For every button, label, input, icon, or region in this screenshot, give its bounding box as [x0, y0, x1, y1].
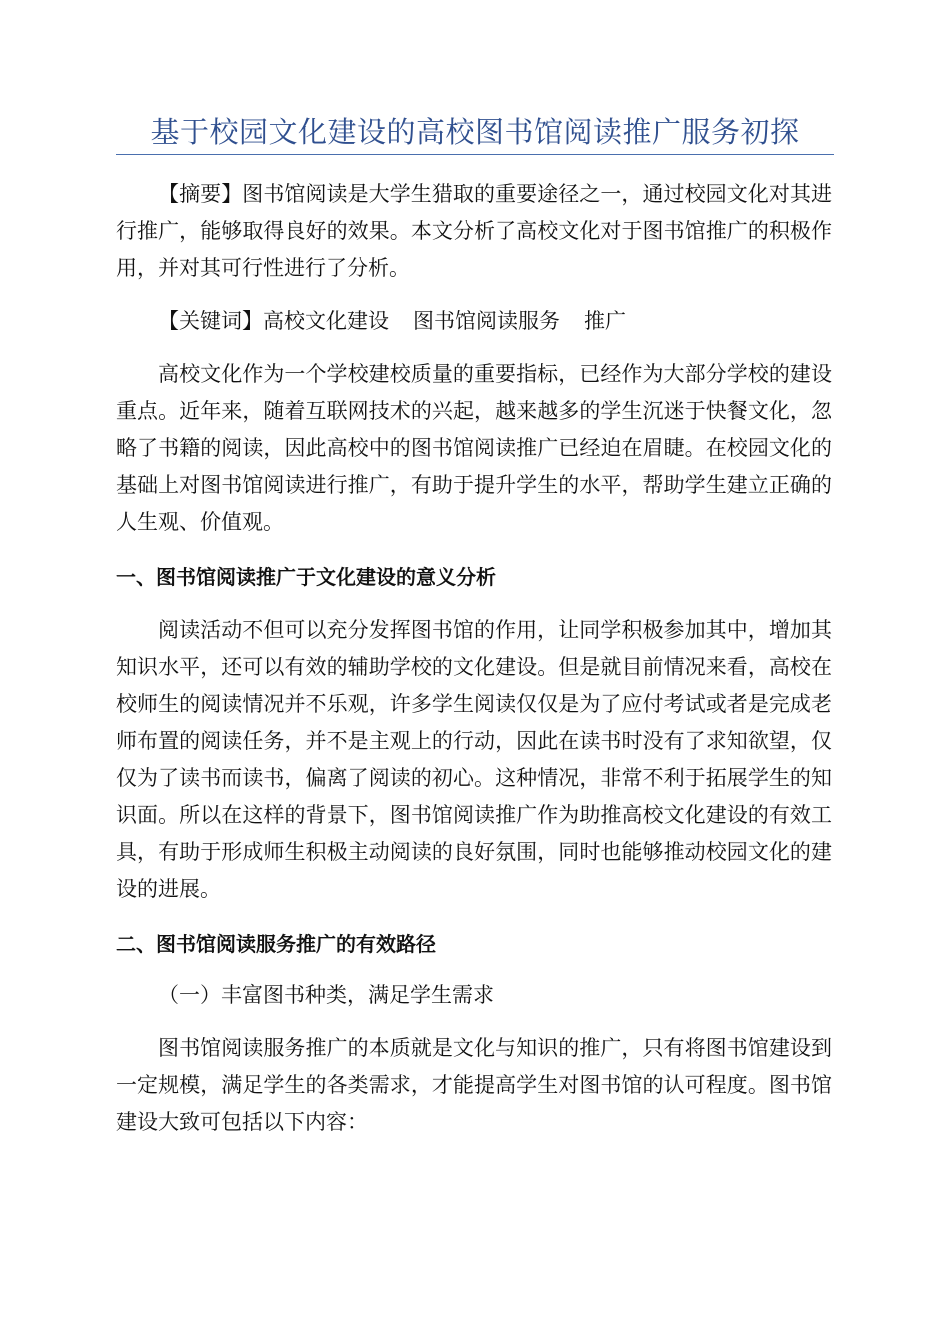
keywords-label: 【关键词】 — [158, 309, 263, 333]
section-paragraph: 阅读活动不但可以充分发挥图书馆的作用，让同学积极参加其中，增加其知识水平，还可以有效的辅助学校的文化建设。但是就目前情况来看，高校在校师生的阅读情况并不乐观，许多学生阅读仅仅是为了应付考试或者是完成老师布置的阅读任务，并不是主观上的行动，因此在读书时没有了求知欲望，仅仅为了读书而读书，偏离了阅读的初心。这种情况，非常不利于拓展学生的知识面。所以在这样的背景下，图书馆阅读推广作为助推高校文化建设的有效工具，有助于形成师生积极主动阅读的良好氛围，同时也能够推动校园文化的建设的进展。 — [116, 618, 832, 901]
abstract-label: 【摘要】 — [158, 182, 243, 206]
section-paragraph: 图书馆阅读服务推广的本质就是文化与知识的推广，只有将图书馆建设到一定规模，满足学生的各类需求，才能提高学生对图书馆的认可程度。图书馆建设大致可包括以下内容： — [116, 1036, 832, 1134]
keyword-item: 推广 — [584, 309, 626, 333]
document-body — [116, 176, 832, 1141]
keyword-item: 高校文化建设 — [263, 309, 389, 333]
keyword-item: 图书馆阅读服务 — [413, 309, 560, 333]
intro-paragraph: 高校文化作为一个学校建校质量的重要指标，已经作为大部分学校的建设重点。近年来，随着互联网技术的兴起，越来越多的学生沉迷于快餐文化，忽略了书籍的阅读，因此高校中的图书馆阅读推广已经迫在眉睫。在校园文化的基础上对图书馆阅读进行推广，有助于提升学生的水平，帮助学生建立正确的人生观、价值观。 — [116, 362, 832, 534]
document-title: 基于校园文化建设的高校图书馆阅读推广服务初探 — [150, 115, 800, 149]
abstract-paragraph — [116, 176, 832, 287]
subsection-heading: （一）丰富图书种类，满足学生需求 — [158, 983, 494, 1007]
title-underline — [116, 154, 834, 155]
section-heading: 二、图书馆阅读服务推广的有效路径 — [116, 932, 436, 956]
section-heading: 一、图书馆阅读推广于文化建设的意义分析 — [116, 565, 496, 589]
keywords-paragraph — [116, 303, 832, 340]
abstract-text: 图书馆阅读是大学生猎取的重要途径之一，通过校园文化对其进行推广，能够取得良好的效果。本文分析了高校文化对于图书馆推广的积极作用，并对其可行性进行了分析。 — [116, 182, 833, 280]
